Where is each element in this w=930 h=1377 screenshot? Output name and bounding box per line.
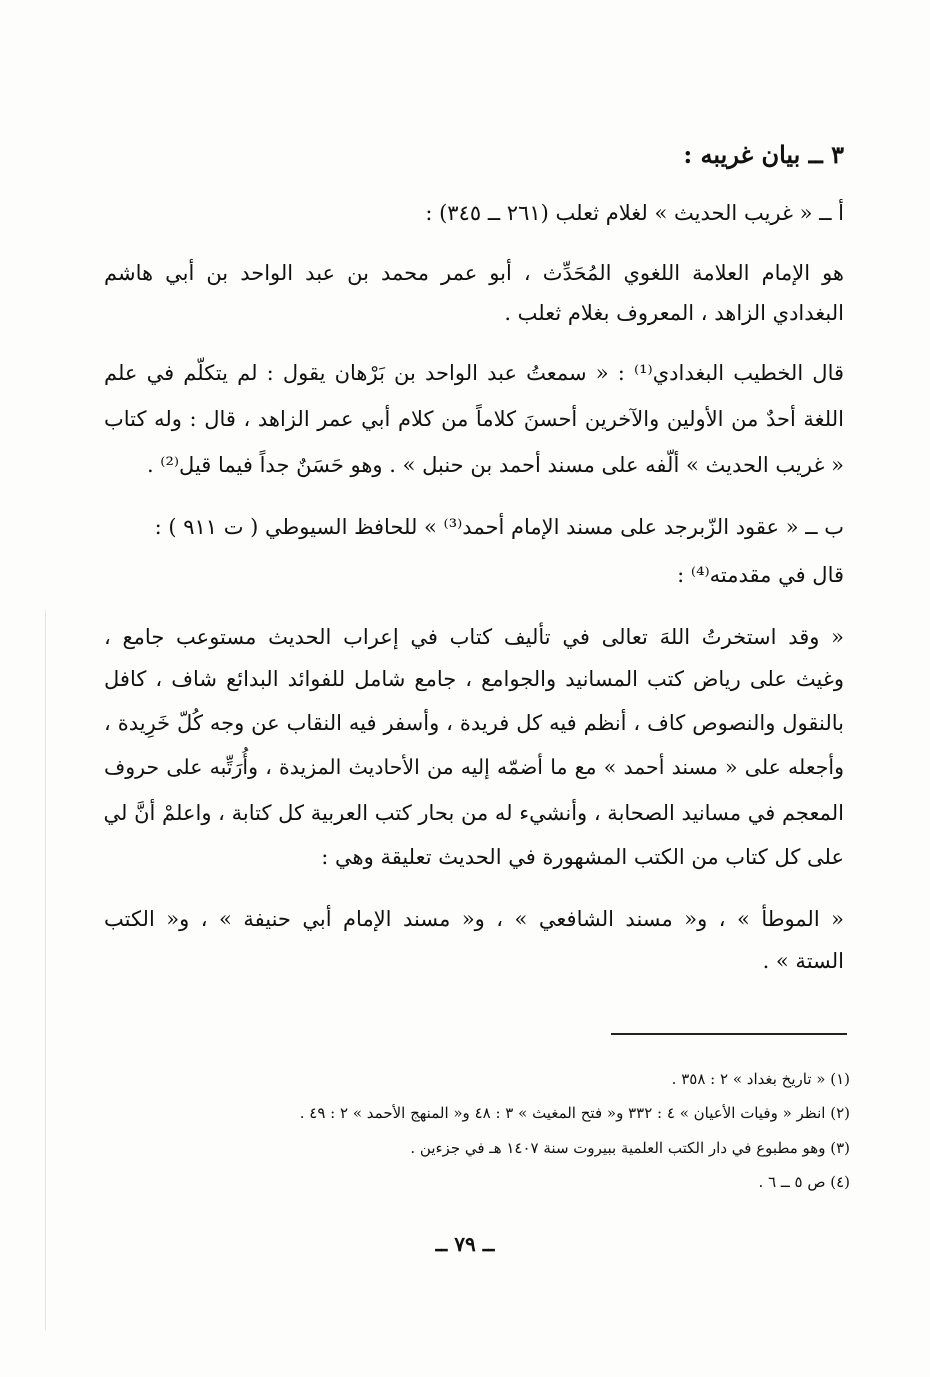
page-edge-shadow bbox=[45, 610, 46, 1330]
quote-line-1: « وقد استخرتُ اللهَ تعالى في تأليف كتاب في إعراب الحديث مستوعب جامع ، bbox=[104, 625, 844, 649]
section-heading: ٣ ــ بيان غريبه : bbox=[683, 140, 844, 169]
footnote-4: (٤) ص ٥ ــ ٦ . bbox=[758, 1173, 850, 1191]
page-number: ــ ٧٩ ــ bbox=[435, 1232, 495, 1256]
quote-line-2: وغيث على رياض كتب المسانيد والجوامع ، جامع شامل للفوائد البدائع شاف ، كافل bbox=[104, 667, 844, 691]
footnote-separator bbox=[611, 1033, 847, 1035]
quote-line-3: بالنقول والنصوص كاف ، أنظم فيه كل فريدة ، وأسفر فيه النقاب عن وجه كُلّ خَرِيدة ، bbox=[104, 711, 844, 735]
list-line-2: الستة » . bbox=[762, 949, 844, 973]
para1-line-2: البغدادي الزاهد ، المعروف بغلام ثعلب . bbox=[504, 301, 844, 325]
footnote-2: (٢) انظر « وفيات الأعيان » ٤ : ٣٣٢ و« فتح المغيث » ٣ : ٤٨ و« المنهج الأحمد » ٢ : ٤٩ . bbox=[299, 1104, 850, 1122]
footnote-3: (٣) وهو مطبوع في دار الكتب العلمية ببيروت سنة ١٤٠٧ هـ في جزءين . bbox=[410, 1139, 850, 1157]
para2-line-1: قال الخطيب البغدادي⁽¹⁾ : « سمعتُ عبد الواحد بن بَرْهان يقول : لم يتكلّم في علم bbox=[104, 361, 845, 385]
intro-b: قال في مقدمته⁽⁴⁾ : bbox=[677, 563, 844, 587]
subheading-a: أ ــ « غريب الحديث » لغلام ثعلب (٢٦١ ــ ٣٤٥) : bbox=[425, 201, 844, 225]
para1-line-1: هو الإمام العلامة اللغوي المُحَدِّث ، أبو عمر محمد بن عبد الواحد بن أبي هاشم bbox=[104, 261, 844, 285]
para2-line-3: « غريب الحديث » ألّفه على مسند أحمد بن حنبل » . وهو حَسَنٌ جداً فيما قيل⁽²⁾ . bbox=[146, 453, 844, 477]
subheading-b: ب ــ « عقود الزّبرجد على مسند الإمام أحمد⁽³⁾ » للحافظ السيوطي ( ت ٩١١ ) : bbox=[154, 515, 844, 539]
quote-line-4: وأجعله على « مسند أحمد » مع ما أضمّه إليه من الأحاديث المزيدة ، وأُرَتِّبه على حروف bbox=[104, 755, 844, 779]
list-line-1: « الموطأ » ، و« مسند الشافعي » ، و« مسند الإمام أبي حنيفة » ، و« الكتب bbox=[104, 907, 844, 931]
quote-line-6: على كل كتاب من الكتب المشهورة في الحديث تعليقة وهي : bbox=[321, 845, 844, 869]
para2-line-2: اللغة أحدٌ من الأولين والآخرين أحسنَ كلاماً من كلام أبي عمر الزاهد ، قال : وله كتاب bbox=[104, 407, 844, 431]
quote-line-5: المعجم في مسانيد الصحابة ، وأنشيء له من بحار كتب العربية كل كتابة ، واعلمْ أنَّ لي bbox=[103, 801, 844, 825]
footnote-1: (١) « تاريخ بغداد » ٢ : ٣٥٨ . bbox=[671, 1070, 850, 1088]
